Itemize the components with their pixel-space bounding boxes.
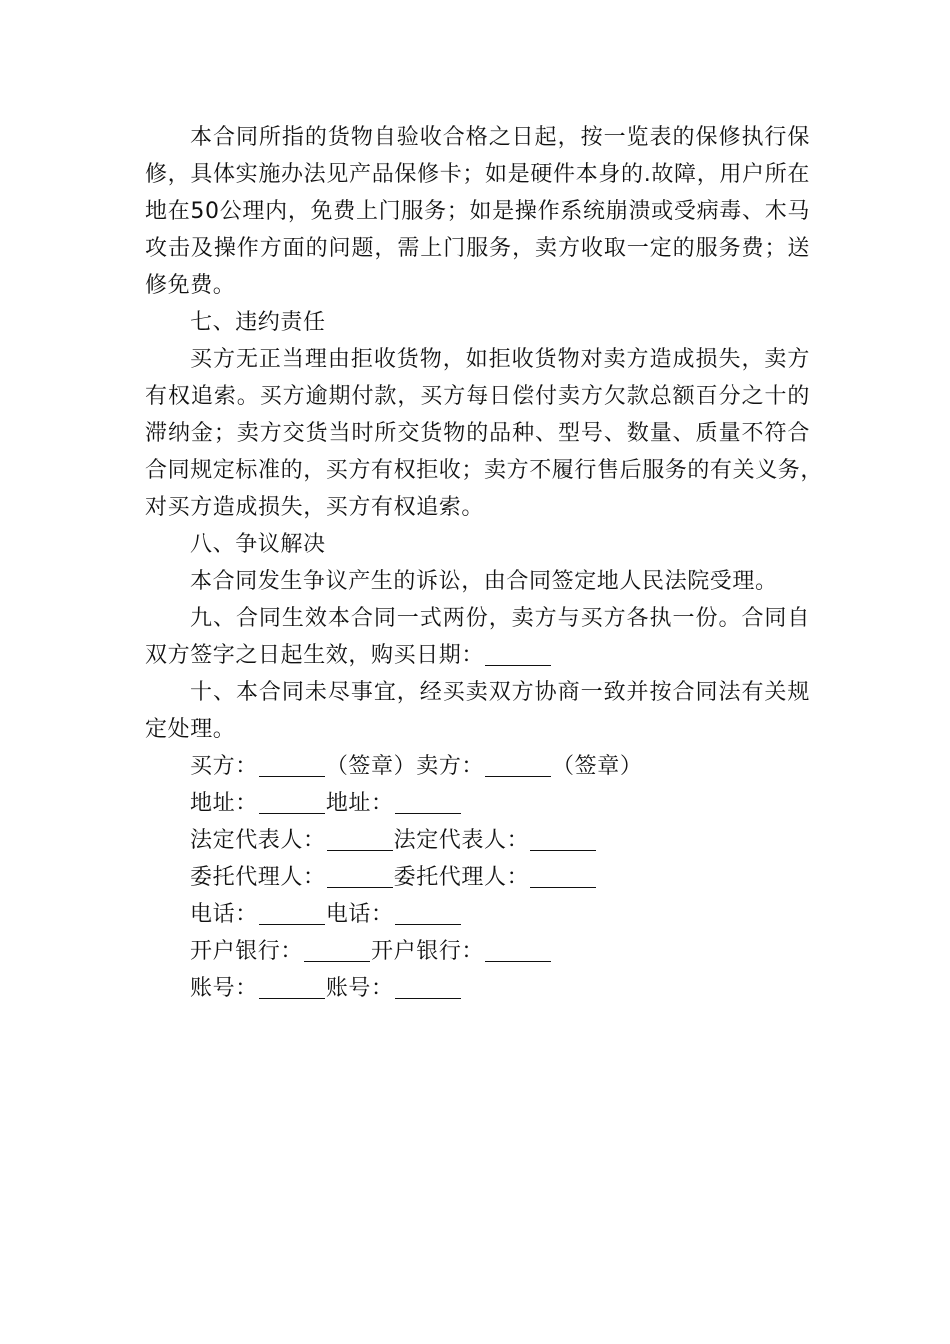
seller-address-blank[interactable] — [395, 789, 461, 814]
buyer-address-blank[interactable] — [259, 789, 325, 814]
seller-phone-label: 电话： — [325, 902, 394, 927]
buyer-phone-blank[interactable] — [259, 900, 325, 925]
seller-agent-label: 委托代理人： — [393, 865, 530, 890]
signature-row-phone — [145, 896, 810, 933]
buyer-blank[interactable] — [259, 752, 325, 777]
section-7-line-2: 有权追索。买方逾期付款，买方每日偿付卖方欠款总额百分之十的 — [145, 384, 810, 409]
seller-account-label: 账号： — [325, 976, 394, 1001]
warranty-line-3: 地在50公理内，免费上门服务；如是操作系统崩溃或受病毒、木马 — [145, 199, 810, 224]
seller-bank-blank[interactable] — [485, 937, 551, 962]
seller-blank[interactable] — [485, 752, 551, 777]
section-7-line-4: 合同规定标准的，买方有权拒收；卖方不履行售后服务的有关义务， — [145, 458, 824, 483]
warranty-line-2: 修，具体实施办法见产品保修卡；如是硬件本身的.故障，用户所在 — [145, 162, 810, 187]
seller-account-blank[interactable] — [395, 974, 461, 999]
section-10-line-2: 定处理。 — [145, 717, 236, 742]
buyer-legal-rep-blank[interactable] — [327, 826, 393, 851]
sign-seal-label: （签章） — [552, 754, 643, 779]
section-7-line-1: 买方无正当理由拒收货物，如拒收货物对卖方造成损失，卖方 — [190, 347, 810, 372]
buyer-address-label: 地址： — [190, 791, 258, 816]
buyer-account-label: 账号： — [190, 976, 258, 1001]
seller-agent-blank[interactable] — [530, 863, 596, 888]
section-10-line-1: 十、本合同未尽事宜，经买卖双方协商一致并按合同法有关规 — [190, 680, 810, 705]
signature-row-agent — [145, 859, 810, 896]
buyer-legal-rep-label: 法定代表人： — [190, 828, 326, 853]
purchase-date-label: 双方签字之日起生效，购买日期： — [145, 643, 485, 668]
buyer-bank-label: 开户银行： — [190, 939, 304, 964]
section-9-line-2 — [145, 637, 810, 674]
section-9-line-1: 九、合同生效本合同一式两份，卖方与买方各执一份。合同自 — [190, 606, 810, 631]
signature-row-bank — [145, 933, 810, 970]
warranty-line-4: 攻击及操作方面的问题，需上门服务，卖方收取一定的服务费；送 — [145, 236, 810, 261]
sign-seal-seller-label: （签章）卖方： — [325, 754, 485, 779]
buyer-label: 买方： — [190, 754, 258, 779]
seller-address-label: 地址： — [325, 791, 394, 816]
seller-phone-blank[interactable] — [395, 900, 461, 925]
warranty-line-5: 修免费。 — [145, 273, 236, 298]
warranty-line-1: 本合同所指的货物自验收合格之日起，按一览表的保修执行保 — [190, 125, 810, 150]
section-7-line-5: 对买方造成损失，买方有权追索。 — [145, 495, 485, 520]
signature-row-parties — [145, 748, 810, 785]
seller-legal-rep-label: 法定代表人： — [393, 828, 530, 853]
section-8-line-1: 本合同发生争议产生的诉讼，由合同签定地人民法院受理。 — [190, 569, 778, 594]
buyer-agent-blank[interactable] — [327, 863, 393, 888]
signature-row-address — [145, 785, 810, 822]
buyer-phone-label: 电话： — [190, 902, 258, 927]
contract-content — [145, 119, 824, 1007]
seller-legal-rep-blank[interactable] — [530, 826, 596, 851]
buyer-bank-blank[interactable] — [304, 937, 370, 962]
section-7-heading: 七、违约责任 — [190, 310, 326, 335]
signature-row-account — [145, 970, 810, 1007]
section-7-line-3: 滞纳金；卖方交货当时所交货物的品种、型号、数量、质量不符合 — [145, 421, 810, 446]
buyer-agent-label: 委托代理人： — [190, 865, 326, 890]
seller-bank-label: 开户银行： — [371, 939, 485, 964]
buyer-account-blank[interactable] — [259, 974, 325, 999]
signature-row-legal-rep — [145, 822, 810, 859]
section-8-heading: 八、争议解决 — [190, 532, 326, 557]
purchase-date-blank[interactable] — [485, 641, 551, 666]
